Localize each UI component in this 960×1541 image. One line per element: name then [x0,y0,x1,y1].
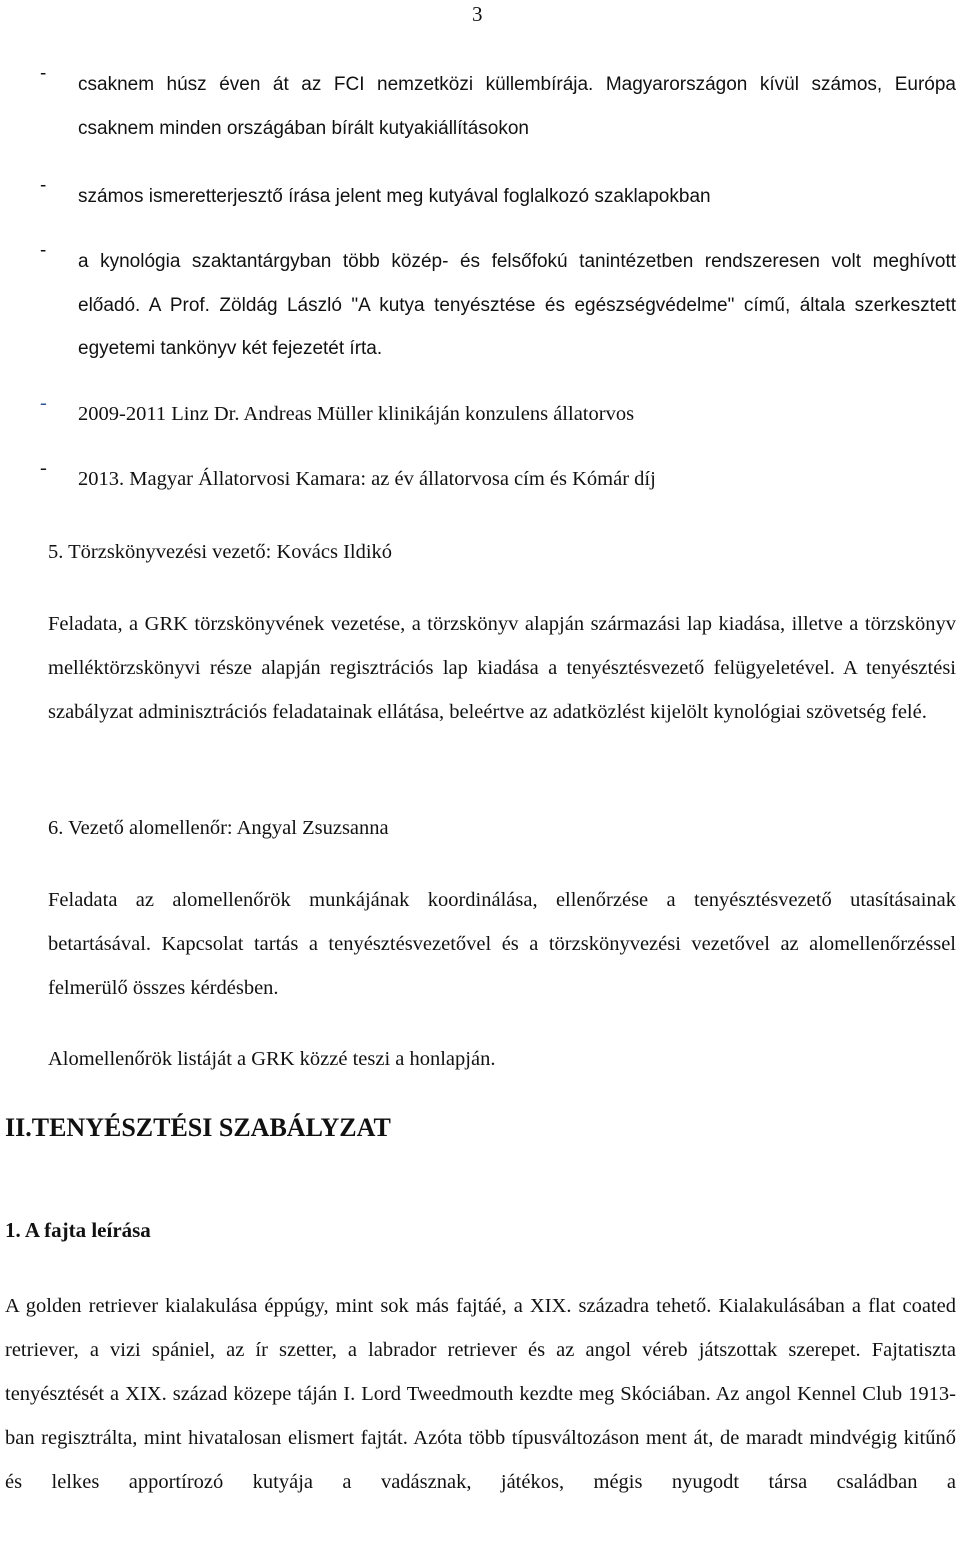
section-body: Feladata, a GRK törzskönyvének vezetése, a törzskönyv alapján származási lap kiadása, illetve a törzskönyv melléktörzskönyvi része alapján regisztrációs lap kiadása a tenyésztésvezető felügyeletével. A tenyésztési szabályzat adminisztrációs feladatainak ellátása, beleértve az adatközlést kijelölt kynológiai szövetség felé. [48,613,956,723]
section-body: Feladata az alomellenőrök munkájának koordinálása, ellenőrzése a tenyésztésvezető utasításainak betartásával. Kapcsolat tartás a tenyésztésvezetővel és a törzskönyvezési vezetővel az alomellenőrzéssel felmerülő összes kérdésben. [48,889,956,999]
chapter-title: II.TENYÉSZTÉSI SZABÁLYZAT [5,1113,391,1142]
list-item [40,175,956,219]
section-heading: 6. Vezető alomellenőr: Angyal Zsuzsanna [48,817,389,839]
list-item-text: csaknem húsz éven át az FCI nemzetközi küllembírája. Magyarországon kívül számos, Európa csaknem minden országában bírált kutyakiállításokon [78,74,956,139]
list-dash: - [40,392,47,414]
page-number: 3 [472,2,483,26]
list-dash: - [40,175,47,196]
list-item [40,457,956,501]
list-dash: - [40,240,47,261]
list-dash: - [40,457,47,479]
list-item-text: 2013. Magyar Állatorvosi Kamara: az év állatorvosa cím és Kómár díj [78,468,656,490]
list-item-text: 2009-2011 Linz Dr. Andreas Müller klinikáján konzulens állatorvos [78,403,635,425]
breed-paragraph: A golden retriever kialakulása éppúgy, mint sok más fajtáé, a XIX. századra tehető. Kialakulásában a flat coated retriever, a vizi spániel, az ír szetter, a labrador retriever és az angol véreb játszottak szerepet. Fajtatiszta tenyésztését a XIX. század közepe táján I. Lord Tweedmouth kezdte meg Skóciában. Az angol Kennel Club 1913-ban regisztrálta, mint hivatalosan elismert fajtát. Azóta több típusváltozáson ment át, de maradt mindvégig kitűnő és lelkes apportírozó kutyája a vadásznak, játékos, mégis nyugodt társa családban a [5,1295,956,1493]
list-item-text: a kynológia szaktantárgyban több közép- és felsőfokú tanintézetben rendszeresen volt meghívott előadó. A Prof. Zöldág László "A kutya tenyésztése és egészségvédelme" című, általa szerkesztett egyetemi tankönyv két fejezetét írta. [78,251,956,359]
subsection-title: 1. A fajta leírása [5,1218,151,1242]
section-heading: 5. Törzskönyvezési vezető: Kovács Ildikó [48,541,393,563]
list-item [40,240,956,371]
list-item [40,63,956,150]
list-item-text: számos ismeretterjesztő írása jelent meg kutyával foglalkozó szaklapokban [78,186,711,207]
list-dash: - [40,63,47,84]
section-note: Alomellenőrök listáját a GRK közzé teszi a honlapján. [48,1048,496,1070]
list-item [40,392,956,436]
